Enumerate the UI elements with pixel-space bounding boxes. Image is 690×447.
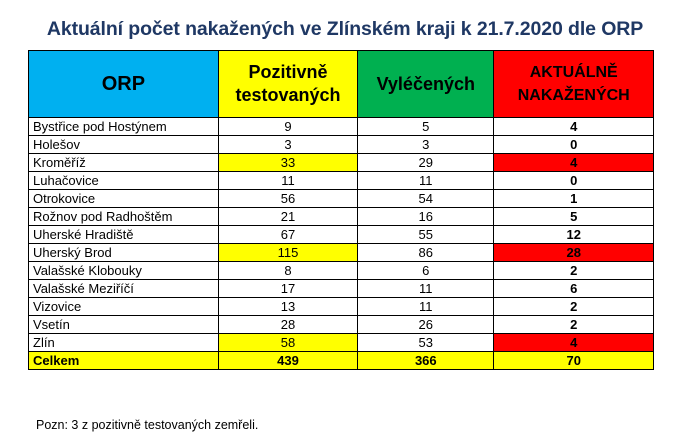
table-row bbox=[29, 298, 654, 316]
table-header-row bbox=[29, 51, 654, 118]
positive-cell: 21 bbox=[218, 208, 357, 226]
positive-cell: 13 bbox=[218, 298, 357, 316]
current-cell: 6 bbox=[494, 280, 654, 298]
header-orp-label: ORP bbox=[101, 72, 146, 95]
recovered-cell: 16 bbox=[358, 208, 494, 226]
positive-cell: 58 bbox=[218, 334, 357, 352]
total-current: 70 bbox=[494, 352, 654, 370]
table-row bbox=[29, 226, 654, 244]
current-cell: 12 bbox=[494, 226, 654, 244]
orp-name-cell: Valašské Meziříčí bbox=[29, 280, 219, 298]
recovered-cell: 54 bbox=[358, 190, 494, 208]
orp-name-cell: Bystřice pod Hostýnem bbox=[29, 118, 219, 136]
recovered-cell: 11 bbox=[358, 280, 494, 298]
recovered-cell: 29 bbox=[358, 154, 494, 172]
header-current bbox=[494, 51, 654, 118]
current-cell: 0 bbox=[494, 136, 654, 154]
page-title: Aktuální počet nakažených ve Zlínském kraji k 21.7.2020 dle ORP bbox=[46, 18, 644, 40]
header-current-line2: NAKAŽENÝCH bbox=[517, 87, 630, 104]
positive-cell: 9 bbox=[218, 118, 357, 136]
table-row bbox=[29, 316, 654, 334]
current-cell: 0 bbox=[494, 172, 654, 190]
orp-name-cell: Kroměříž bbox=[29, 154, 219, 172]
table-row bbox=[29, 244, 654, 262]
recovered-cell: 3 bbox=[358, 136, 494, 154]
orp-name-cell: Rožnov pod Radhoštěm bbox=[29, 208, 219, 226]
total-label: Celkem bbox=[29, 352, 219, 370]
positive-cell: 11 bbox=[218, 172, 357, 190]
recovered-cell: 86 bbox=[358, 244, 494, 262]
orp-name-cell: Otrokovice bbox=[29, 190, 219, 208]
header-recovered bbox=[358, 51, 494, 118]
header-recovered-label: Vyléčených bbox=[376, 73, 475, 94]
table-row bbox=[29, 208, 654, 226]
table-body bbox=[29, 118, 654, 352]
orp-name-cell: Vizovice bbox=[29, 298, 219, 316]
orp-name-cell: Vsetín bbox=[29, 316, 219, 334]
total-positive: 439 bbox=[218, 352, 357, 370]
recovered-cell: 26 bbox=[358, 316, 494, 334]
current-cell: 1 bbox=[494, 190, 654, 208]
header-positive-line2: testovaných bbox=[235, 85, 341, 105]
current-cell: 2 bbox=[494, 298, 654, 316]
recovered-cell: 11 bbox=[358, 172, 494, 190]
orp-name-cell: Holešov bbox=[29, 136, 219, 154]
table-row bbox=[29, 334, 654, 352]
current-cell: 2 bbox=[494, 262, 654, 280]
table-row bbox=[29, 154, 654, 172]
positive-cell: 17 bbox=[218, 280, 357, 298]
positive-cell: 8 bbox=[218, 262, 357, 280]
footnote: Pozn: 3 z pozitivně testovaných zemřeli. bbox=[36, 418, 259, 432]
table-row bbox=[29, 280, 654, 298]
covid-table bbox=[28, 50, 654, 370]
table-row bbox=[29, 136, 654, 154]
positive-cell: 67 bbox=[218, 226, 357, 244]
positive-cell: 3 bbox=[218, 136, 357, 154]
header-current-line1: AKTUÁLNĚ bbox=[529, 64, 618, 81]
total-row bbox=[29, 352, 654, 370]
orp-name-cell: Uherský Brod bbox=[29, 244, 219, 262]
recovered-cell: 5 bbox=[358, 118, 494, 136]
orp-name-cell: Valašské Klobouky bbox=[29, 262, 219, 280]
current-cell: 2 bbox=[494, 316, 654, 334]
recovered-cell: 6 bbox=[358, 262, 494, 280]
orp-name-cell: Zlín bbox=[29, 334, 219, 352]
table-row bbox=[29, 190, 654, 208]
recovered-cell: 53 bbox=[358, 334, 494, 352]
table-row bbox=[29, 262, 654, 280]
positive-cell: 33 bbox=[218, 154, 357, 172]
total-recovered: 366 bbox=[358, 352, 494, 370]
table-row bbox=[29, 118, 654, 136]
current-cell: 4 bbox=[494, 334, 654, 352]
positive-cell: 56 bbox=[218, 190, 357, 208]
orp-name-cell: Luhačovice bbox=[29, 172, 219, 190]
header-orp bbox=[29, 51, 219, 118]
current-cell: 5 bbox=[494, 208, 654, 226]
recovered-cell: 11 bbox=[358, 298, 494, 316]
recovered-cell: 55 bbox=[358, 226, 494, 244]
positive-cell: 28 bbox=[218, 316, 357, 334]
current-cell: 4 bbox=[494, 154, 654, 172]
positive-cell: 115 bbox=[218, 244, 357, 262]
orp-name-cell: Uherské Hradiště bbox=[29, 226, 219, 244]
header-positive bbox=[218, 51, 357, 118]
current-cell: 28 bbox=[494, 244, 654, 262]
header-positive-line1: Pozitivně bbox=[248, 62, 328, 82]
current-cell: 4 bbox=[494, 118, 654, 136]
table-row bbox=[29, 172, 654, 190]
